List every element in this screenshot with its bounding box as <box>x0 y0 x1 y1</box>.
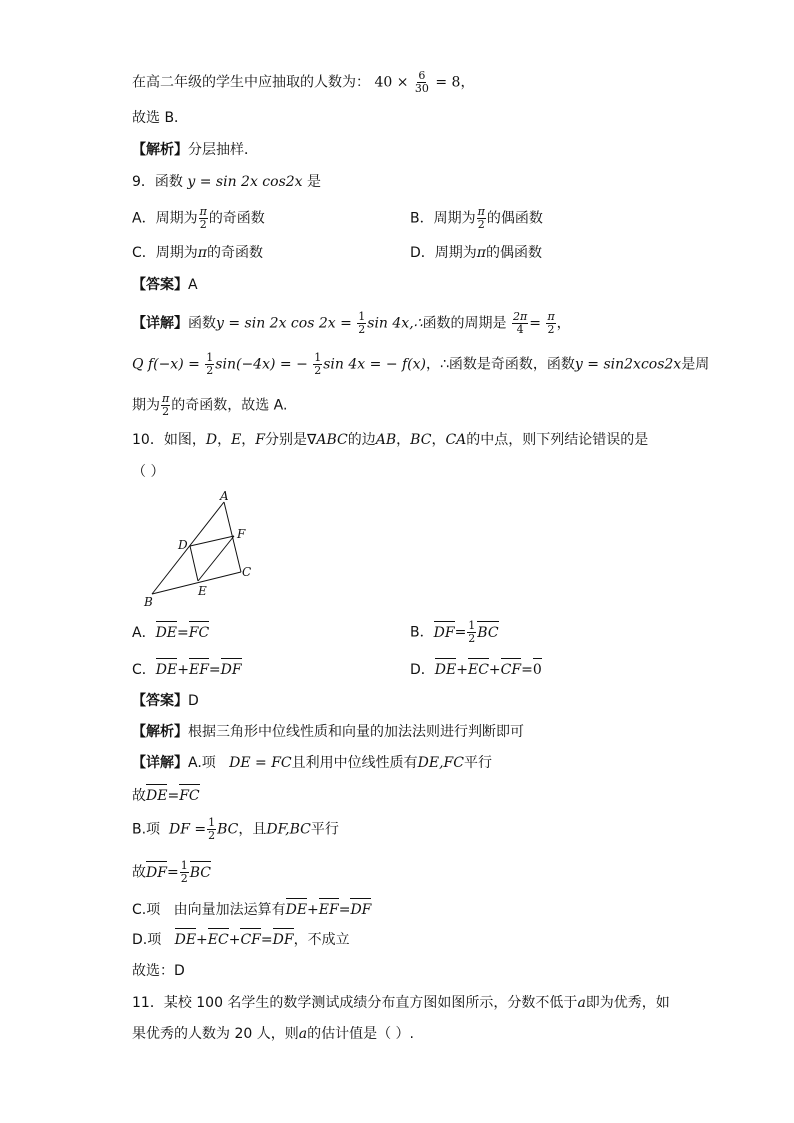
math: F <box>255 432 266 448</box>
vector: DF <box>272 932 294 948</box>
math: π <box>197 245 207 261</box>
math: E <box>231 432 242 448</box>
math: ABC <box>316 432 348 448</box>
math: DF = <box>168 821 207 838</box>
numerator: 2π <box>513 310 528 323</box>
text: ，不成立 <box>293 932 350 948</box>
q10-detail-b <box>132 817 339 842</box>
math: = 8， <box>435 74 475 91</box>
math: D <box>205 432 218 448</box>
analysis-text: 分层抽样． <box>188 142 258 158</box>
denominator: 4 <box>516 323 524 336</box>
label-c: C <box>242 565 252 579</box>
math: + <box>307 902 319 918</box>
math: = <box>521 662 533 678</box>
text: ，∴函数是奇函数，函数 <box>426 356 575 373</box>
vector: DE <box>155 625 178 641</box>
math: + <box>228 932 241 948</box>
q10-option-a <box>132 623 209 643</box>
text: 即为优秀，如 <box>585 995 670 1011</box>
text: 的奇函数，故选 A. <box>171 397 288 414</box>
fraction <box>199 206 208 231</box>
text: 果优秀的人数为 20 人，则 <box>132 1026 299 1042</box>
text: 期为 <box>132 397 160 414</box>
analysis-text: 根据三角形中位线性质和向量的加法法则进行判断即可 <box>188 724 524 740</box>
math: Q f(−x) = <box>132 356 200 373</box>
math: + <box>177 662 189 678</box>
math: CA <box>445 432 467 448</box>
denominator: 2 <box>547 323 555 336</box>
text: 的边 <box>347 432 376 448</box>
q9-detail-3 <box>132 393 287 418</box>
text: C． <box>132 662 156 678</box>
math: π <box>476 245 486 261</box>
math: = <box>338 902 351 918</box>
text: ， <box>396 432 411 448</box>
denominator: 2 <box>206 364 214 377</box>
math: = <box>166 864 179 881</box>
numerator: 1 <box>468 619 476 632</box>
q10-answer <box>132 691 199 711</box>
q10-detail-d <box>132 930 350 950</box>
vector: DF <box>433 624 455 641</box>
edge-ab <box>152 502 224 594</box>
segment-de <box>190 546 198 581</box>
numerator: 1 <box>180 859 188 872</box>
fraction <box>357 311 366 336</box>
fraction <box>414 70 430 95</box>
fraction <box>477 206 486 231</box>
text: 10．如图， <box>132 432 206 448</box>
text: ， <box>217 432 232 448</box>
vector: FC <box>179 788 200 804</box>
vector: 0 <box>532 662 542 678</box>
q8-line1 <box>132 70 474 95</box>
math: DE = FC <box>229 755 292 771</box>
denominator: 2 <box>199 218 207 231</box>
detail-tag: 【详解】 <box>132 315 188 332</box>
numerator: π <box>199 205 207 218</box>
q9-option-d <box>410 243 542 263</box>
q9-option-b <box>410 206 543 231</box>
numerator: 1 <box>358 310 366 323</box>
math: DE,FC <box>417 755 464 771</box>
vector: BC <box>477 624 499 641</box>
fraction <box>180 860 189 885</box>
label-f: F <box>237 527 246 541</box>
text: B．周期为 <box>410 210 476 227</box>
fraction <box>207 817 216 842</box>
text: 函数的周期是 <box>422 315 507 332</box>
math: BC <box>410 432 432 448</box>
vector: CF <box>500 662 522 678</box>
text: 的奇函数 <box>208 210 265 227</box>
math: + <box>196 932 208 948</box>
q10-option-c <box>132 660 242 680</box>
math: sin 4x,∴ <box>367 315 423 332</box>
answer-tag: 【答案】 <box>132 693 188 709</box>
text: 且利用中位线性质有 <box>291 755 418 771</box>
text: D.项 <box>132 932 162 948</box>
math: 40 × <box>374 74 409 91</box>
vector: DF <box>350 902 372 918</box>
q10-stem-2: （ ） <box>132 464 165 480</box>
denominator: 2 <box>314 364 322 377</box>
numerator: 6 <box>418 69 426 82</box>
text: 平行 <box>310 821 339 838</box>
text: 在高二年级的学生中应抽取的人数为： <box>132 74 370 91</box>
q10-detail-b-conclusion <box>132 860 211 885</box>
q9-stem <box>132 172 321 192</box>
q9-detail-1 <box>132 311 571 336</box>
text: ， <box>431 432 446 448</box>
q10-stem-1 <box>132 430 648 450</box>
numerator: 1 <box>314 351 322 364</box>
text: C．周期为 <box>132 245 198 261</box>
denominator: 2 <box>162 405 170 418</box>
vector: EF <box>318 902 339 918</box>
text: 的估计值是（ ）. <box>307 1026 414 1042</box>
text: 分别是∇ <box>265 432 317 448</box>
answer-value: D <box>188 693 199 709</box>
math: = <box>167 788 180 804</box>
numerator: π <box>162 392 170 405</box>
text: 9．函数 <box>132 174 183 190</box>
q10-choose: 故选：D <box>132 963 185 979</box>
text: B.项 <box>132 821 161 838</box>
math: + <box>456 662 468 678</box>
math: y = sin 2x cos 2x = <box>216 315 352 332</box>
vector: DE <box>155 662 178 678</box>
text: 平行 <box>463 755 492 771</box>
q10-detail-c <box>132 900 371 920</box>
q8-analysis <box>132 140 258 160</box>
vector: DE <box>434 662 457 678</box>
text: B． <box>410 624 434 641</box>
text: ， <box>556 315 571 332</box>
denominator: 30 <box>414 82 429 95</box>
fraction <box>161 393 170 418</box>
text: C.项 <box>132 902 161 918</box>
analysis-tag: 【解析】 <box>132 142 188 158</box>
label-b: B <box>144 595 153 609</box>
q10-detail-a-conclusion <box>132 786 200 806</box>
q10-detail-a <box>132 753 492 773</box>
vector: DE <box>174 932 197 948</box>
numerator: π <box>477 205 485 218</box>
text: 故 <box>132 864 146 881</box>
math: sin(−4x) = − <box>215 356 308 373</box>
q11-stem-1 <box>132 993 670 1013</box>
q10-option-d <box>410 660 542 680</box>
text: A． <box>132 625 156 641</box>
label-a: A <box>220 489 229 503</box>
text: D． <box>410 662 435 678</box>
denominator: 2 <box>180 872 188 885</box>
vector: DE <box>146 788 168 804</box>
math: = <box>208 662 221 678</box>
answer-tag: 【答案】 <box>132 277 188 293</box>
math: = <box>260 932 273 948</box>
text: 函数 <box>188 315 216 332</box>
text: 是周 <box>681 356 710 373</box>
denominator: 2 <box>208 829 216 842</box>
vector: EF <box>188 662 209 678</box>
math: y = sin 2x cos2x <box>187 174 303 190</box>
text: 故 <box>132 788 146 804</box>
math: + <box>488 662 501 678</box>
q10-analysis <box>132 722 524 742</box>
fraction <box>512 311 528 336</box>
detail-tag: 【详解】 <box>132 755 188 771</box>
text: D．周期为 <box>410 245 477 261</box>
math: sin 4x = − f(x) <box>323 356 426 373</box>
vector: EC <box>207 932 229 948</box>
q10-option-b <box>410 620 499 645</box>
q9-option-a <box>132 206 265 231</box>
math: y = sin2xcos2x <box>574 356 682 373</box>
analysis-tag: 【解析】 <box>132 724 188 740</box>
text: 的中点，则下列结论错误的是 <box>466 432 649 448</box>
math: BC <box>217 821 239 838</box>
label-d: D <box>178 538 188 552</box>
math: a <box>298 1026 308 1042</box>
fraction <box>205 352 214 377</box>
math: = <box>529 315 541 332</box>
text: 由向量加法运算有 <box>173 902 286 918</box>
numerator: 1 <box>206 351 214 364</box>
label-e: E <box>198 584 207 598</box>
q11-stem-2 <box>132 1024 414 1044</box>
denominator: 2 <box>468 632 476 645</box>
denominator: 2 <box>477 218 485 231</box>
q9-answer <box>132 275 198 295</box>
vector: DF <box>146 864 167 881</box>
text: 的偶函数 <box>485 245 542 261</box>
q9-option-c <box>132 243 263 263</box>
math: DF,BC <box>266 821 311 838</box>
fraction <box>313 352 322 377</box>
text: A.项 <box>188 755 216 771</box>
text: A．周期为 <box>132 210 198 227</box>
vector: EC <box>467 662 489 678</box>
text: 的奇函数 <box>206 245 263 261</box>
vector: DF <box>220 662 242 678</box>
text: 是 <box>307 174 322 190</box>
fraction <box>546 311 555 336</box>
vector: CF <box>240 932 261 948</box>
q8-choose: 故选 B． <box>132 110 189 126</box>
vector: FC <box>188 625 210 641</box>
numerator: π <box>547 310 555 323</box>
q9-detail-2 <box>132 352 709 377</box>
denominator: 2 <box>358 323 366 336</box>
text: ，且 <box>238 821 267 838</box>
vector: DE <box>285 902 308 918</box>
text: 的偶函数 <box>486 210 543 227</box>
answer-value: A <box>188 277 198 293</box>
numerator: 1 <box>208 816 216 829</box>
text: 11．某校 100 名学生的数学测试成绩分布直方图如图所示，分数不低于 <box>132 995 578 1011</box>
math: = <box>177 625 189 641</box>
math: AB <box>375 432 397 448</box>
math: a <box>577 995 586 1011</box>
math: = <box>454 624 467 641</box>
vector: BC <box>189 864 211 881</box>
fraction <box>467 620 476 645</box>
text: ， <box>241 432 256 448</box>
triangle-figure <box>140 488 260 610</box>
